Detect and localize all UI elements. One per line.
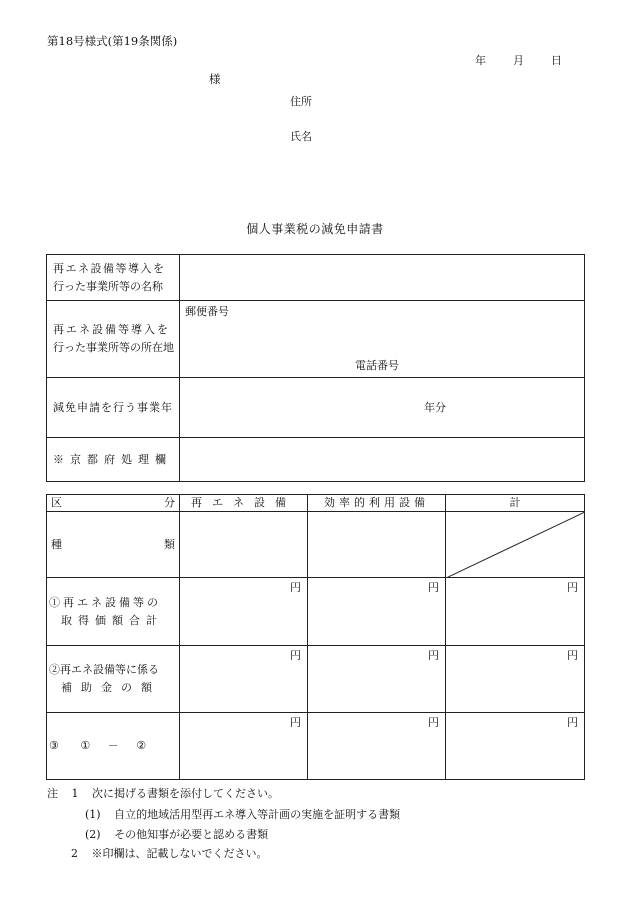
zip-code-label: 郵便番号	[185, 305, 229, 318]
facility-name-label-cell	[47, 255, 180, 301]
note-1-sub-2-text: その他知事が必要と認める書類	[114, 828, 269, 841]
date-year-label: 年	[475, 54, 486, 67]
date-day-label: 日	[551, 54, 562, 67]
note-1-sub-1	[85, 806, 400, 822]
office-use-label: ※京都府処理欄	[53, 452, 172, 466]
note-1	[47, 785, 279, 801]
difference-label-circle1: ①	[80, 739, 91, 752]
type-renewable-input[interactable]	[180, 512, 308, 578]
facility-name-label-line1: 再エネ設備等導入を	[53, 261, 166, 275]
note-1-sub-1-text: 自立的地域活用型再エネ導入等計画の実施を証明する書類	[114, 808, 401, 821]
acquisition-renewable-input[interactable]	[180, 578, 308, 646]
column-header-renewable	[180, 495, 308, 512]
acquisition-total-label-cell	[47, 578, 180, 646]
note-prefix: 注	[47, 787, 58, 800]
column-header-efficient	[308, 495, 446, 512]
subsidy-label-line2: 補助金の額	[61, 681, 161, 694]
business-year-input[interactable]	[180, 378, 585, 438]
difference-label	[47, 737, 179, 755]
subsidy-label-line1: ②再エネ設備等に係る	[49, 663, 159, 676]
subsidy-total-input[interactable]	[446, 646, 585, 713]
acquisition-total-input[interactable]	[446, 578, 585, 646]
type-efficient-input[interactable]	[308, 512, 446, 578]
business-info-table	[46, 254, 585, 482]
difference-efficient-input[interactable]	[308, 713, 446, 780]
facility-address-label-cell	[47, 301, 180, 378]
yen-unit: 円	[428, 649, 439, 662]
recipient-honorific: 様	[209, 72, 221, 86]
facility-name-label-line2: 行った事業所等の名称	[53, 279, 163, 293]
note-1-sub-1-number: (1)	[85, 808, 101, 821]
date-month-label: 月	[513, 54, 524, 67]
column-header-category	[47, 495, 180, 512]
document-title: 個人事業税の減免申請書	[246, 222, 384, 236]
note-1-sub-2-number: (2)	[85, 828, 101, 841]
yen-unit: 円	[428, 581, 439, 594]
column-header-efficient-text: 効率的利用設備	[324, 496, 429, 509]
business-year-suffix: 年分	[424, 400, 446, 414]
yen-unit: 円	[567, 649, 578, 662]
office-use-label-cell	[47, 438, 180, 482]
difference-label-circle2: ②	[136, 739, 147, 752]
acquisition-total-label-line1: ①再エネ設備等の	[49, 595, 161, 609]
office-use-field	[180, 438, 585, 482]
yen-unit: 円	[290, 716, 301, 729]
difference-total-input[interactable]	[446, 713, 585, 780]
acquisition-total-label-line2: 取得価額合計	[61, 613, 163, 627]
difference-renewable-input[interactable]	[180, 713, 308, 780]
facility-address-label-line1: 再エネ設備等導入を	[53, 323, 170, 336]
date-line	[475, 52, 562, 68]
yen-unit: 円	[567, 716, 578, 729]
yen-unit: 円	[290, 581, 301, 594]
acquisition-efficient-input[interactable]	[308, 578, 446, 646]
note-2-text: ※印欄は、記載しないでください。	[91, 847, 268, 860]
diagonal-slash	[446, 512, 585, 578]
name-label: 氏名	[290, 130, 312, 143]
business-year-label: 減免申請を行う事業年	[53, 400, 173, 414]
facility-address-label-line2: 行った事業所等の所在地	[53, 341, 174, 354]
difference-label-circle3: ③	[49, 739, 59, 752]
column-header-total	[446, 495, 585, 512]
column-header-total-text: 計	[509, 496, 521, 509]
note-2	[71, 845, 268, 861]
type-total-cell	[446, 512, 585, 578]
business-year-label-cell	[47, 378, 180, 438]
column-header-category-left: 区	[51, 496, 62, 509]
phone-number-label: 電話番号	[355, 359, 399, 372]
difference-label-minus: －	[107, 739, 119, 752]
row-type-label-left: 種	[51, 537, 62, 551]
form-number: 第18号様式(第19条関係)	[47, 34, 178, 48]
facility-address-input[interactable]	[180, 301, 585, 378]
note-2-number: 2	[71, 847, 78, 860]
note-1-text: 次に掲げる書類を添付してください。	[92, 787, 279, 800]
subsidy-label-cell	[47, 646, 180, 713]
yen-unit: 円	[567, 581, 578, 594]
facility-name-input[interactable]	[180, 255, 585, 301]
yen-unit: 円	[290, 649, 301, 662]
difference-label-cell	[47, 713, 180, 780]
row-type-label-right: 類	[164, 537, 175, 551]
column-header-renewable-text: 再エネ設備	[191, 496, 296, 509]
column-header-category-right: 分	[164, 496, 175, 509]
row-type-label-cell	[47, 512, 180, 578]
amount-table	[46, 494, 585, 780]
subsidy-efficient-input[interactable]	[308, 646, 446, 713]
note-1-sub-2	[85, 826, 268, 842]
note-1-number: 1	[71, 787, 79, 800]
yen-unit: 円	[428, 716, 439, 729]
address-label: 住所	[290, 95, 312, 108]
subsidy-renewable-input[interactable]	[180, 646, 308, 713]
